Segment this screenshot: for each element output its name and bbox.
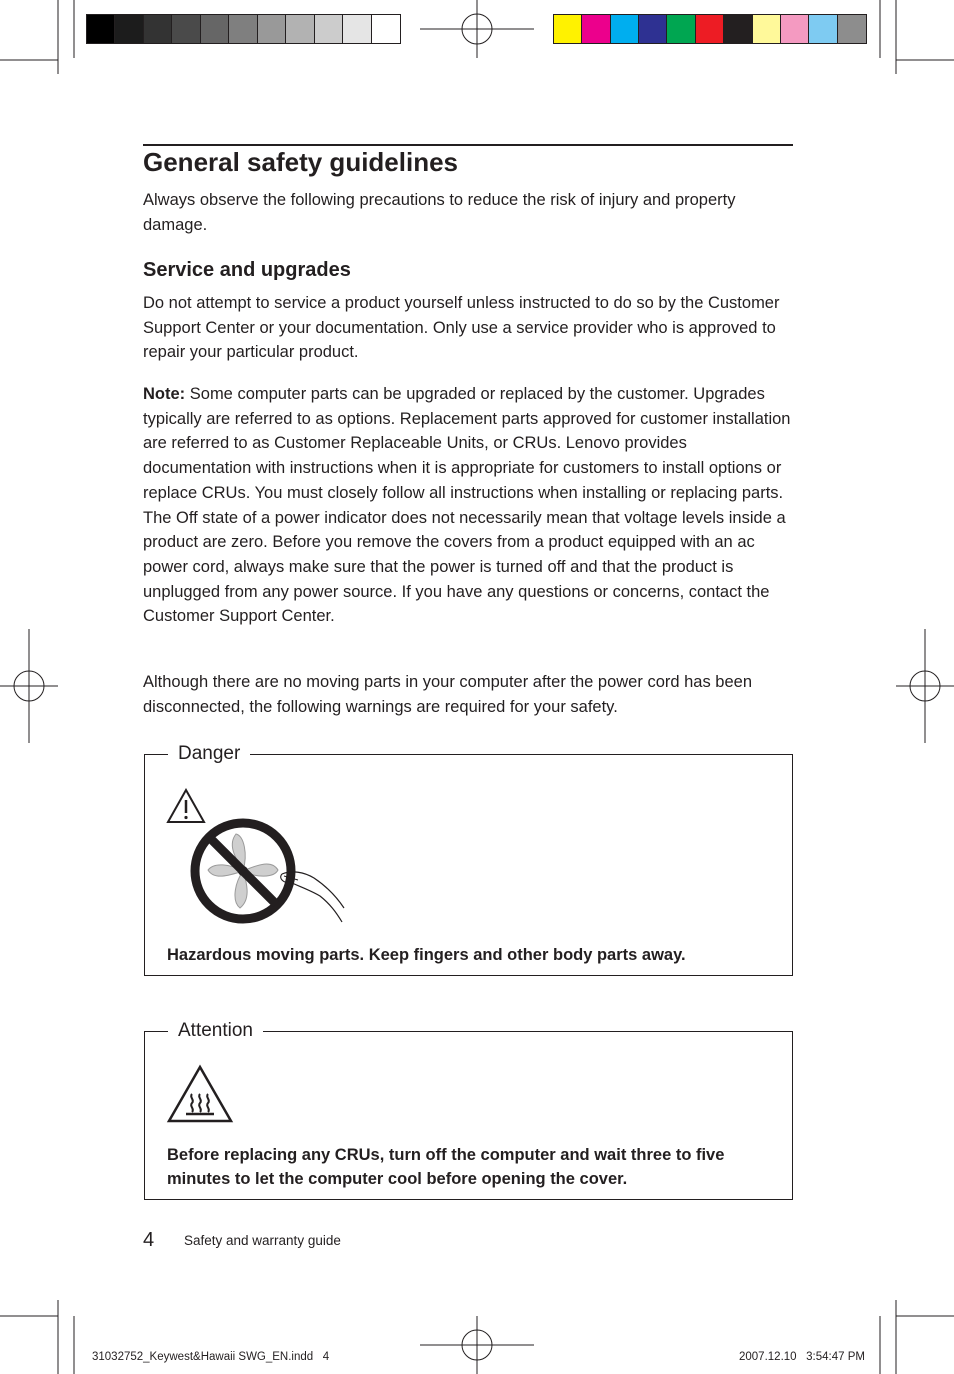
process-swatch: [809, 15, 837, 43]
hazardous-fan-icon: [186, 816, 348, 926]
grayscale-swatch: [201, 15, 229, 43]
process-swatch: [667, 15, 695, 43]
danger-label: Danger: [168, 742, 250, 766]
grayscale-swatch: [172, 15, 200, 43]
note-label: Note:: [143, 385, 186, 403]
grayscale-swatch: [286, 15, 314, 43]
process-swatch: [753, 15, 781, 43]
grayscale-color-bar: [86, 14, 401, 44]
grayscale-swatch: [229, 15, 257, 43]
page-number: 4: [143, 1229, 155, 1251]
process-swatch: [781, 15, 809, 43]
attention-text: Before replacing any CRUs, turn off the computer and wait three to five minutes to let the computer cool before opening the cover.: [167, 1146, 725, 1188]
process-swatch: [582, 15, 610, 43]
intro-paragraph: Always observe the following precautions to reduce the risk of injury and property damage.: [143, 191, 736, 234]
attention-label: Attention: [168, 1019, 263, 1043]
service-paragraph: Do not attempt to service a product yourself unless instructed to do so by the Customer Support Center or your documentation. Only use a service provider who is approved to repair your particular product.: [143, 294, 780, 362]
moving-parts-paragraph: Although there are no moving parts in your computer after the power cord has been disconnected, the following warnings are required for your safety.: [143, 673, 753, 716]
grayscale-swatch: [258, 15, 286, 43]
slug-filename: 31032752_Keywest&Hawaii SWG_EN.indd 4: [92, 1351, 330, 1363]
guide-title: Safety and warranty guide: [184, 1233, 341, 1248]
grayscale-swatch: [343, 15, 371, 43]
process-swatch: [696, 15, 724, 43]
section-heading: Service and upgrades: [143, 259, 351, 281]
grayscale-swatch: [115, 15, 143, 43]
grayscale-swatch: [315, 15, 343, 43]
process-swatch: [554, 15, 582, 43]
page-title: General safety guidelines: [143, 147, 459, 177]
process-swatch: [639, 15, 667, 43]
process-swatch: [838, 15, 866, 43]
grayscale-swatch: [144, 15, 172, 43]
process-color-bar: [553, 14, 867, 44]
process-swatch: [611, 15, 639, 43]
hot-surface-icon: [166, 1064, 234, 1124]
grayscale-swatch: [87, 15, 115, 43]
danger-text: Hazardous moving parts. Keep fingers and other body parts away.: [167, 946, 686, 964]
note-paragraph: [143, 382, 798, 629]
slug-timestamp: 2007.12.10 3:54:47 PM: [739, 1351, 865, 1363]
grayscale-swatch: [372, 15, 400, 43]
process-swatch: [724, 15, 752, 43]
note-text: Some computer parts can be upgraded or replaced by the customer. Upgrades typically are referred to as options. Replacement parts approved for customer installation are referred to as Customer Replaceable Units, or CRUs. Lenovo provides documentation with instructions when it is appropriate for customers to install options or replace CRUs. You must closely follow all instructions when installing or replacing parts. The Off state of a power indicator does not necessarily mean that voltage levels inside a product are zero. Before you remove the covers from a product equipped with an ac power cord, always make sure that the power is turned off and that the product is unplugged from any power source. If you have any questions or concerns, contact the Customer Support Center.: [143, 385, 791, 626]
